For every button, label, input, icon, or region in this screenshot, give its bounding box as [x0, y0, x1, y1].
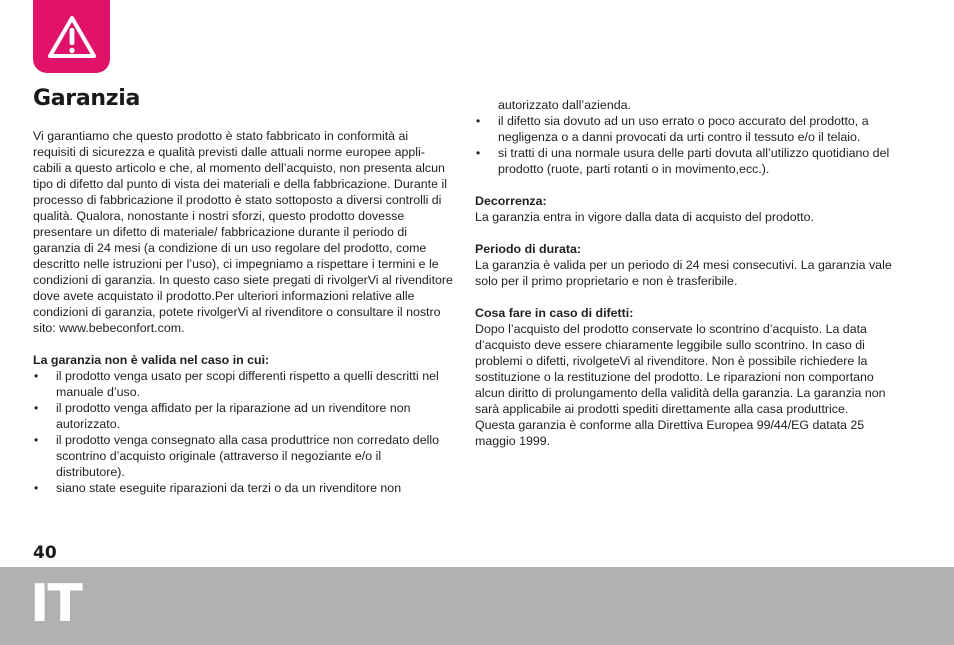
continued-list: [475, 97, 895, 177]
list-item: • il prodotto venga affidato per la riparazione ad un rivenditore non autorizzato.: [34, 401, 411, 431]
list-item: • il prodotto venga usato per scopi differenti rispetto a quelli descritti nel manuale d’uso.: [34, 369, 439, 399]
language-code: IT: [30, 574, 81, 634]
difetti-text: Dopo l’acquisto del prodotto conservate lo scontrino d’acquisto. La data d’acquisto deve essere chiaramente leggibile sullo scontrino. In caso di problemi o difetti, rivolgeteVi al rivenditore. Non è possibile richiedere la sostituzione o la restituzione del prodotto. Le riparazioni non comportano alcun diritto di prolungamento della validità della garanzia. La garanzia non sarà applicabile ai prodotti spediti direttamente alla casa produttrice.: [475, 322, 886, 416]
bullet-icon: •: [34, 433, 39, 447]
periodo-text: La garanzia è valida per un periodo di 24 mesi consecutivi. La garanzia vale solo per il primo proprietario e non è trasferibile.: [475, 258, 892, 288]
periodo-heading: Periodo di durata:: [475, 242, 582, 256]
bullet-icon: •: [34, 369, 39, 383]
intro-paragraph: Vi garantiamo che questo prodotto è stato fabbricato in conformità ai requisiti di sicurezza e qualità previsti dalle attuali norme europee appli-cabili a questo articolo e che, al momento dell’acquisto, non presenta alcun tipo di difetto dal punto di vista dei materiali e della fabbricazione. Durante il processo di fabbricazione il prodotto è stato sottoposto a diversi controlli di qualità. Qualora, nonostante i nostri sforzi, questo prodotto dovesse presentare un difetto di materiale/ fabbricazione durante il periodo di garanzia di 24 mesi (a condizione di un uso regolare del prodotto, come descritto nelle istruzioni per l’uso), ci impegniamo a rispettare i termini e le condizioni di garanzia. In questo caso siete pregati di rivolgerVi al rivenditore dove avete acquistato il prodotto.Per ulteriori informazioni relative alle condizioni di garanzia, potete rivolgerVi al rivenditore o consultare il nostro sito: www.bebeconfort.com.: [33, 129, 453, 335]
invalid-conditions-list: [33, 368, 453, 496]
decorrenza-heading: Decorrenza:: [475, 194, 547, 208]
warning-triangle-icon: [47, 15, 97, 59]
warning-tab: [33, 0, 110, 73]
list-item: • il prodotto venga consegnato alla casa produttrice non corredato dello scontrino d’acquisto originale (attraverso il negoziante e/o il distributore).: [34, 433, 439, 479]
list-item: • il difetto sia dovuto ad un uso errato o poco accurato del prodotto, a negligenza o a danni provocati da urti contro il tessuto e/o il telaio.: [476, 114, 869, 144]
bullet-icon: •: [34, 481, 39, 495]
page-title: Garanzia: [33, 86, 141, 111]
decorrenza-text: La garanzia entra in vigore dalla data di acquisto del prodotto.: [475, 210, 814, 224]
closing-text: Questa garanzia è conforme alla Direttiva Europea 99/44/EG datata 25 maggio 1999.: [475, 418, 865, 448]
list-item: • si tratti di una normale usura delle parti dovuta all’utilizzo quotidiano del prodotto (ruote, parti rotanti o in movimento,ecc.).: [476, 146, 890, 176]
invalid-heading: La garanzia non è valida nel caso in cui:: [33, 353, 270, 367]
footer-band: [0, 567, 954, 645]
difetti-heading: Cosa fare in caso di difetti:: [475, 306, 634, 320]
bullet-icon: •: [34, 401, 39, 415]
bullet-icon: •: [476, 146, 481, 160]
list-item-continuation: autorizzato dall’azienda.: [498, 98, 631, 112]
page-number: 40: [33, 543, 57, 563]
left-column: [33, 128, 453, 496]
bullet-icon: •: [476, 114, 481, 128]
list-item: • siano state eseguite riparazioni da terzi o da un rivenditore non: [34, 481, 402, 495]
right-column: [475, 97, 895, 449]
